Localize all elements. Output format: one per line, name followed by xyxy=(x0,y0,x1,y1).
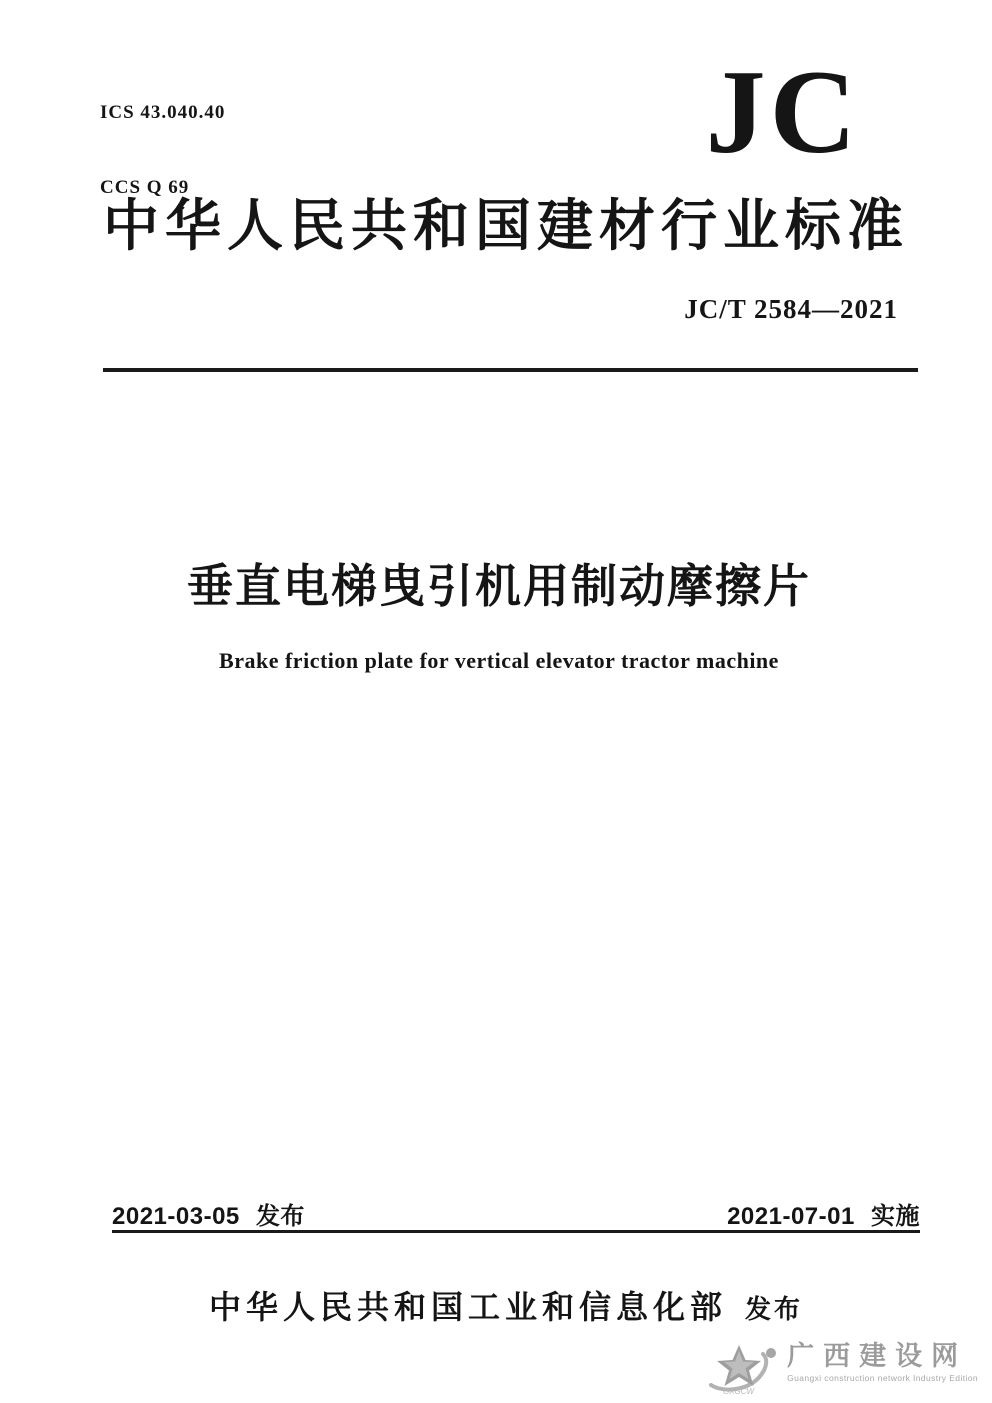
ics-code: ICS 43.040.40 xyxy=(100,102,226,123)
watermark-tagline: Guangxi construction network Industry Edition xyxy=(787,1373,978,1383)
document-title-en: Brake friction plate for vertical elevator tractor machine xyxy=(219,648,779,673)
publisher-line xyxy=(95,1282,917,1328)
implementation-date: 2021-07-01 xyxy=(727,1203,855,1230)
star-icon xyxy=(705,1341,783,1399)
star-logo-letters: GXGCW xyxy=(723,1387,755,1396)
watermark-site-name: 广西建设网 xyxy=(787,1341,968,1371)
implementation-label: 实施 xyxy=(871,1203,920,1230)
footer-rule xyxy=(112,1230,920,1233)
document-title-zh: 垂直电梯曳引机用制动摩擦片 xyxy=(187,560,811,612)
ccs-code: CCS Q 69 xyxy=(100,177,190,198)
watermark-text-block xyxy=(787,1341,978,1383)
issue-date: 2021-03-05 xyxy=(112,1203,240,1230)
publisher-action: 发布 xyxy=(745,1295,804,1324)
issue-label: 发布 xyxy=(255,1203,305,1230)
standard-category-title: 中华人民共和国建材行业标准 xyxy=(103,196,909,258)
publisher-name: 中华人民共和国工业和信息化部 xyxy=(208,1289,727,1325)
issue-date-line xyxy=(112,1196,305,1231)
implementation-date-line xyxy=(727,1196,920,1231)
jc-logo: JC xyxy=(705,45,861,178)
header-rule xyxy=(103,368,918,372)
standard-number: JC/T 2584—2021 xyxy=(684,294,898,324)
watermark xyxy=(705,1341,978,1399)
